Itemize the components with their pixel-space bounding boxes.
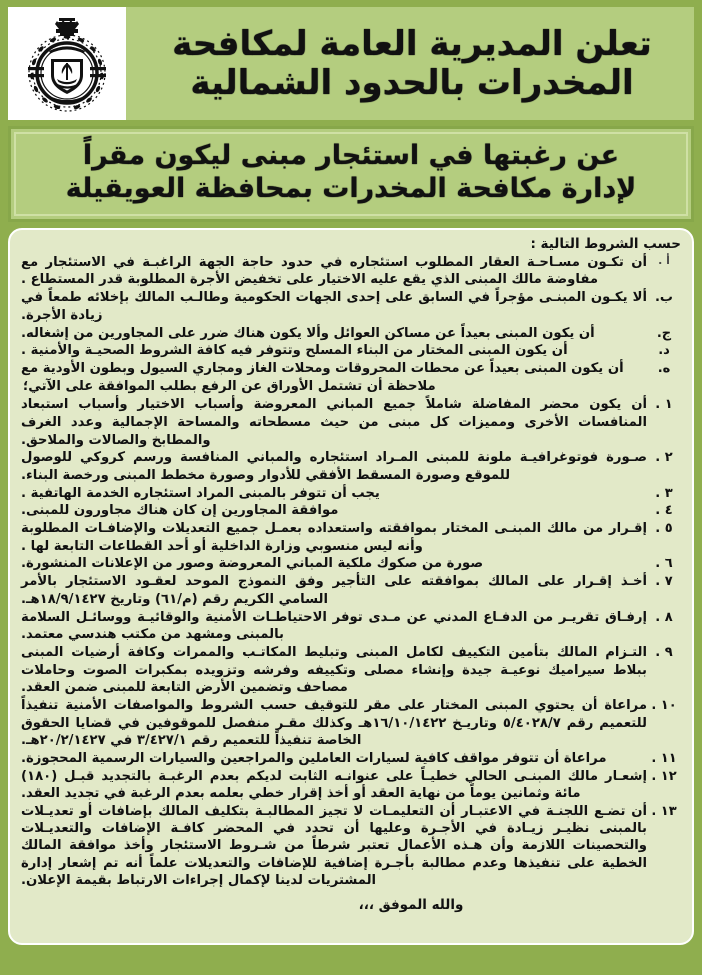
- list-item: [21, 502, 681, 520]
- list-item: [21, 289, 681, 324]
- list-item-text: أن يكون محضر المفاضلة شاملاً جميع المباني المعروضة وأسباب الاختيار وأسباب استبعاد المنافسات الأخرى ومميزات كل مبنى من حيث مسطحاته والمساحة الإجمالية وعدد الغرف والمطابخ والصالات والملاحق.: [21, 397, 647, 448]
- list-marker: ٢ .: [655, 450, 673, 466]
- list-marker: ه.: [657, 360, 671, 376]
- list-marker: ١٢ .: [651, 768, 677, 784]
- list-item-text: التـزام المالك بتأمين التكييف لكامل المبنى وتبليط المكاتـب والممرات وكافة أرضيات المبنى ببلاط سيراميك نوعيـة جيدة وإنشاء مصلى وتكييفه وفرشه وتزويده بمكبرات الصوت وحاملات مصاحف وتضمين الأرض التابعة للمبنى ضمن العقد.: [21, 644, 647, 696]
- list-item: [21, 609, 681, 644]
- list-item-text: صـورة فوتوغرافيـة ملونة للمبنى المـراد استئجاره والمباني المنافسة ورسم كروكي للوصول للموقع وصورة المسقط الأفقي للأدوار وصورة مخطط المبنى ورخصة البناء.: [21, 450, 647, 483]
- list-item-text: أن تكـون مسـاحـة العقار المطلوب استئجاره في حدود حاجة الجهة الراغبـة في الاستئجار مع مفاوضة مالك المبنى الذي يقع عليه الاختيار على تخفيض الأجرة المطلوبة قدر المستطاع .: [21, 254, 647, 288]
- closing-statement: والله الموفق ،،،: [358, 896, 464, 913]
- page-title-line-1: تعلن المديرية العامة لمكافحة: [172, 24, 652, 65]
- subtitle-band: [8, 126, 694, 222]
- list-item: [21, 644, 681, 697]
- list-item-text: أخـذ إقـرار على المالك بموافقته على التأجير وفق النموذج الموحد لعقـود الاستئجار بالأمر السامي الكريم رقم (م/٦١) وتاريخ ١٨/٩/١٤٢٧هـ.: [21, 574, 647, 607]
- general-directorate-of-narcotics-control-emblem: [15, 13, 119, 115]
- list-marker: ١١ .: [651, 751, 677, 766]
- list-item: [21, 697, 681, 750]
- list-item: [21, 485, 681, 503]
- header-title-group: [126, 25, 694, 101]
- list-item-text: موافقة المجاورين إن كان هناك مجاورون للمبنى.: [21, 503, 339, 519]
- conditions-panel: [8, 228, 694, 945]
- subtitle-line-2: لإدارة مكافحة المخدرات بمحافظة العويقيلة: [65, 172, 637, 204]
- list-item: [21, 555, 681, 573]
- conditions-note: ملاحظة أن تشتمل الأوراق عن الرفع بطلب الموافقة على الآتي؛: [23, 378, 436, 394]
- list-item: [21, 254, 681, 289]
- emblem-container: [8, 7, 126, 120]
- list-item-text: أن تضـع اللجنـة في الاعتبـار أن التعليمـات لا تجيز المطالبـة بتكليف المالك بإضافات أو تعديـلات بالمبنى نظيـر زيـادة في الأجـرة وعليها أن تحدد في المحضر كافـة الإضافات والتعديـلات والتحصينات اللازمة وأن هـذه الأعمال تعتبر شرطاً من شـروط الاستئجار وأخذ موافقة المالك الخطية على تنفيذها وعدم مطالبة بأجـرة إضافية للإضافات والتعديلات علماً أنه تم إشعار إدارة المشتريات لدينا لإكمال إجراءات الارتباط بقيمة الإعلان.: [21, 804, 647, 888]
- list-marker: ١ .: [655, 397, 673, 413]
- list-item-text: مراعاة أن تتوفر مواقف كافية لسيارات العاملين والمراجعين والسيارات الرسمية المحجوزة.: [21, 751, 607, 766]
- subtitle-inner-frame: [14, 132, 688, 216]
- list-marker: ج.: [656, 325, 672, 341]
- list-marker: ٣ .: [655, 485, 673, 501]
- list-marker: ٥ .: [655, 521, 673, 537]
- list-marker: ٩ .: [655, 644, 673, 660]
- conditions-title: حسب الشروط التالية :: [530, 235, 681, 252]
- list-marker: ١٠ .: [651, 697, 677, 713]
- list-item: [21, 360, 681, 378]
- list-item: [21, 396, 681, 449]
- list-item: [21, 573, 681, 608]
- list-item: [21, 449, 681, 484]
- lettered-conditions-list: [21, 254, 681, 378]
- list-marker: ١٣ .: [651, 804, 677, 820]
- list-marker: د.: [658, 343, 670, 359]
- list-item-text: ألا يكـون المبنـى مؤجراً في السابق على إحدى الجهات الحكومية وطالـب المالك بإخلائه طمعاً في زيادة الأجرة.: [21, 290, 647, 323]
- numbered-conditions-list: [21, 396, 681, 889]
- list-item: [21, 342, 681, 360]
- list-marker: أ .: [658, 253, 670, 267]
- list-item: [21, 750, 681, 768]
- list-marker: ٦ .: [655, 556, 673, 572]
- list-marker: ٧ .: [655, 574, 673, 590]
- list-item-text: صورة من صكوك ملكية المباني المعروضة وصور من الإعلانات المنشورة.: [21, 556, 484, 572]
- subtitle-line-1: عن رغبتها في استئجار مبنى ليكون مقراً: [82, 140, 620, 171]
- list-marker: ٨ .: [655, 609, 673, 625]
- list-item: [21, 768, 681, 803]
- list-item-text: أن يكون المبنى بعيداً عن محطات المحروقات ومحلات الغاز ومجاري السيول وبطون الأودية مع: [21, 360, 624, 376]
- list-item-text: إرفـاق تقريـر من الدفـاع المدني عن مـدى توفر الاحتياطـات الأمنية والوقائيـة ووسائـل السلامة بالمبنى ومشهد من مكتب هندسي معتمد.: [21, 609, 647, 643]
- list-item: [21, 803, 681, 889]
- list-item-text: أن يكون المبنى بعيداً عن مساكن العوائل وألا يكون هناك ضرر على المجاورين من إشغاله.: [21, 325, 595, 341]
- list-item-text: إقـرار من مالك المبنـى المختار بموافقته واستعداده بعمـل جميع التعديلات والإضافـات المطلوبة وأنه ليس منسوبي وزارة الداخلية أو أحد القطاعات التابعة لها .: [21, 521, 647, 554]
- list-item-text: يجب أن تتوفر بالمبنى المراد استئجاره الخدمة الهاتفية .: [21, 485, 380, 501]
- header-band: [8, 7, 694, 120]
- page-title-line-2: المخدرات بالحدود الشمالية: [190, 62, 634, 103]
- list-item: [21, 520, 681, 555]
- list-marker: ب.: [654, 290, 673, 306]
- list-item-text: إشعـار مالك المبنـى الحالي خطيـاً على عنوانـه الثابت لديكم بعدم الرغبـة بالتجديد قبـل (١٨٠) مائة وثمانين يوماً من نهاية العقد أو أخذ إقرار خطي بعلمه بعدم الرغبة في تجديد العقد.: [21, 768, 647, 802]
- list-item: [21, 325, 681, 343]
- list-marker: ٤ .: [655, 503, 673, 519]
- list-item-text: أن يكون المبنى المختار من البناء المسلح وتتوفر فيه كافة الشروط الصحيـة والأمنية .: [21, 343, 568, 359]
- list-item-text: مراعاة أن يحتوي المبنى المختار على مقر للتوقيف حسب الشروط والمواصفات الأمنية تنفيذاً للتعميم رقم ٥/٤٠٢٨/٧ وتاريـخ ١٦/١٠/١٤٢٢هـ وكذلك مقـر منفصل للموقوفين في قضايا الحقوق الخاصة تنفيذاً للتعميم رقم ٣/٤٢٧/١ في ٢٠/٢/١٤٢٧هـ.: [21, 697, 647, 749]
